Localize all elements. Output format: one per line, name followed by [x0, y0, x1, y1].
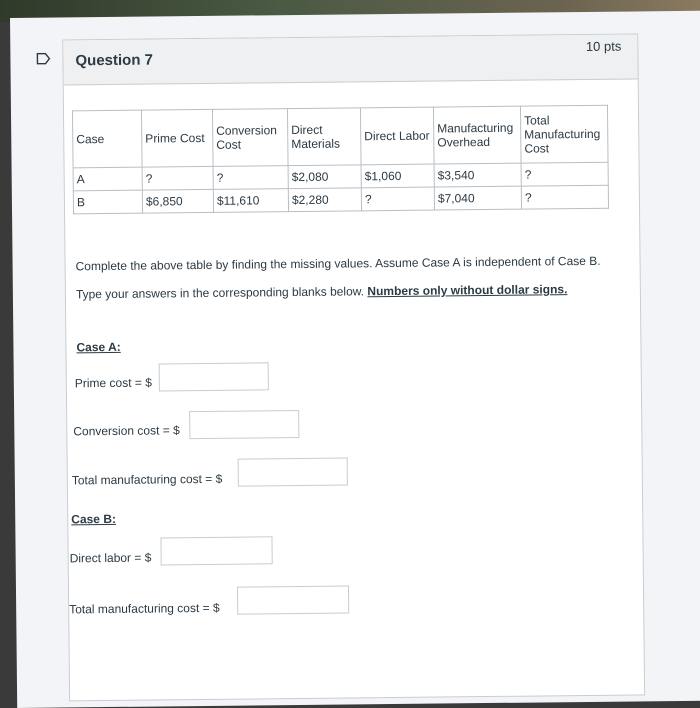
flag-question-icon[interactable]	[36, 53, 50, 65]
table-cell: B	[73, 190, 142, 214]
direct-labor-input[interactable]	[160, 536, 272, 565]
cost-table	[72, 105, 609, 215]
case-b-title: Case B:	[71, 511, 117, 527]
instructions-emphasis: Numbers only without dollar signs.	[367, 282, 568, 299]
conversion-cost-input[interactable]	[189, 410, 299, 439]
question-header	[63, 34, 637, 85]
case-b-total-input[interactable]	[237, 585, 349, 614]
table-cell: $1,060	[361, 164, 434, 188]
header-case: Case	[72, 110, 142, 168]
prime-cost-input[interactable]	[159, 362, 269, 391]
table-cell: $6,850	[142, 189, 213, 213]
table-cell: $7,040	[434, 186, 521, 210]
case-a-total-label: Total manufacturing cost = $	[71, 471, 223, 488]
instructions-line-2-text: Type your answers in the corresponding blanks below.	[75, 284, 368, 302]
table-cell: A	[73, 167, 142, 191]
table-header-row	[72, 105, 608, 168]
table-cell: ?	[142, 166, 213, 190]
direct-labor-label: Direct labor = $	[69, 550, 152, 566]
header-manufacturing-overhead: Manufacturing Overhead	[433, 106, 521, 164]
case-a-title: Case A:	[76, 339, 121, 355]
table-cell: ?	[521, 162, 608, 186]
header-total-manufacturing-cost: Total Manufacturing Cost	[520, 105, 608, 163]
instructions	[75, 247, 626, 309]
table-cell: $11,610	[213, 189, 288, 213]
table-cell: $2,080	[288, 165, 361, 189]
table-cell: ?	[213, 166, 288, 190]
quiz-page	[10, 11, 700, 708]
table-cell: ?	[361, 187, 434, 211]
table-cell: ?	[521, 185, 608, 209]
header-conversion-cost: Conversion Cost	[212, 109, 288, 167]
case-b-total-label: Total manufacturing cost = $	[69, 600, 220, 617]
question-card	[62, 33, 645, 701]
conversion-cost-label: Conversion cost = $	[73, 423, 180, 439]
prime-cost-label: Prime cost = $	[74, 375, 152, 391]
question-title: Question 7	[75, 51, 154, 70]
instructions-line-1: Complete the above table by finding the missing values. Assume Case A is independent of Case B.	[75, 253, 601, 274]
table-cell: $3,540	[434, 163, 521, 187]
question-points: 10 pts	[585, 38, 622, 54]
table-row	[73, 185, 608, 214]
table-cell: $2,280	[288, 188, 361, 212]
header-direct-labor: Direct Labor	[360, 107, 434, 165]
case-a-total-input[interactable]	[238, 457, 348, 486]
instructions-line-2	[76, 275, 626, 309]
header-prime-cost: Prime Cost	[141, 109, 213, 167]
header-direct-materials: Direct Materials	[287, 108, 361, 166]
